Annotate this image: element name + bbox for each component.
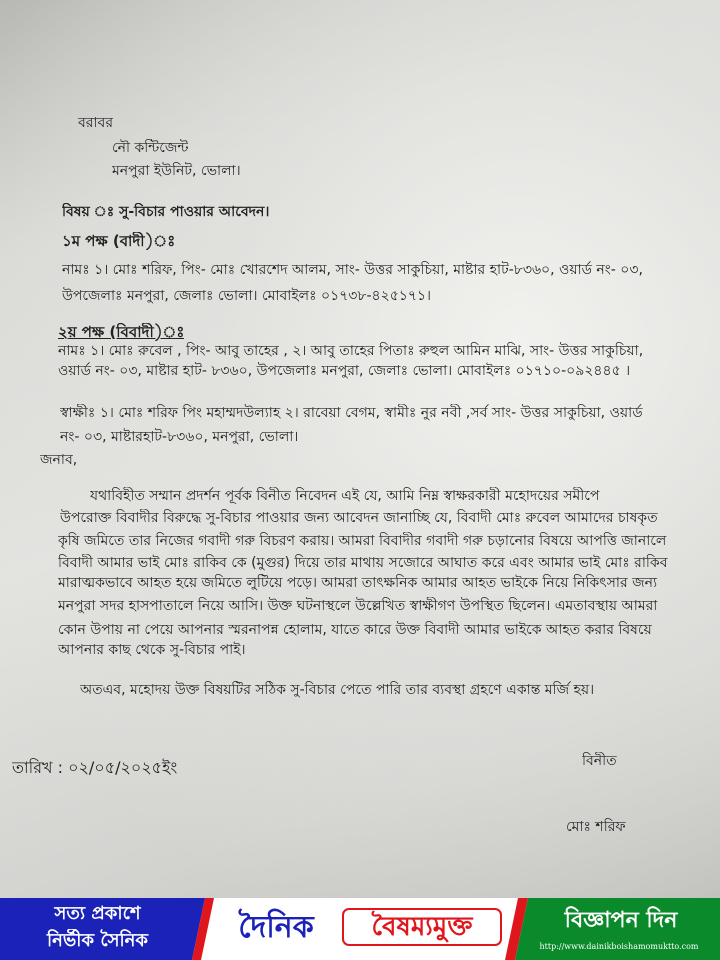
party-1-heading: ১ম পক্ষ (বাদী)ঃ: [62, 232, 176, 250]
date-line: তারিখ : ০২/০৫/২০২৫ইং: [12, 758, 178, 777]
body-line: যথাবিহীত সম্মান প্রদর্শন পূর্বক বিনীত নিবেদন এই যে, আমি নিম্ন স্বাক্ষরকারী মহোদয়ের সমীপে: [90, 488, 600, 504]
party-2-line: ওয়ার্ড নং- ০৩, মাষ্টার হাট- ৮৩৬০, উপজেলাঃ মনপুরা, জেলাঃ ভোলা। মোবাইলঃ ০১৭১০-০৯২৪৪৫ ।: [58, 363, 631, 379]
body-line: কোন উপায় না পেয়ে আপনার স্মরনাপন্ন হোলাম, যাতে কারে উক্ত বিবাদী আমার ভাইকে আহত করার বিষয়ে: [58, 622, 652, 638]
newspaper-name-part-2: বৈষম্যমুক্ত: [342, 908, 502, 946]
newspaper-name-part-1: দৈনিক: [238, 910, 314, 945]
body-line: আপনার কাছ থেকে সু-বিচার পাই।: [58, 642, 246, 658]
party-1-line: নামঃ ১। মোঃ শরিফ, পিং- মোঃ খোরশেদ আলম, সাং- উত্তর সাকুচিয়া, মাষ্টার হাট-৮৩৬০, ওয়ার্ড নং- ০৩,: [62, 262, 643, 278]
slogan-line-2: নির্ভীক সৈনিক: [47, 930, 148, 951]
slogan-line-1: সত্য প্রকাশে: [54, 903, 141, 924]
body-line: কৃষি জমিতে তার নিজের গবাদী গরু বিচরণ করায়। আমরা বিবাদীর গবাদী গরু চড়ানোর বিষয়ে আপত্তি জানালে: [58, 533, 667, 549]
body-line: উপরোক্ত বিবাদীর বিরুদ্ধে সু-বিচার পাওয়ার জন্য আবেদন জানাচ্ছি যে, বিবাদী মোঃ রুবেল আমাদের চাষকৃত: [60, 510, 658, 526]
ad-url: http://www.dainikboishamomuktto.com: [539, 942, 699, 951]
party-2-line: নামঃ ১। মোঃ রুবেল , পিং- আবু তাহের , ২। আবু তাহের পিতাঃ রুহুল আমিন মাঝি, সাং- উত্তর সাকুচিয়া,: [58, 343, 644, 359]
ad-call-to-action: বিজ্ঞাপন দিন: [564, 908, 678, 933]
party-1-line: উপজেলাঃ মনপুরা, জেলাঃ ভোলা। মোবাইলঃ ০১৭৩৮-৪২৫১৭১।: [62, 288, 432, 304]
greeting: জনাব,: [40, 452, 78, 468]
addressee-to-label: বরাবর: [78, 115, 114, 131]
witness-line: স্বাক্ষীঃ ১। মোঃ শরিফ পিং মহাম্মদউল্যাহ ২। রাবেয়া বেগম, স্বামীঃ নুর নবী ,সর্ব সাং- উত্তর সাকুচিয়া, ওয়ার্ড: [60, 405, 643, 421]
closing-line: অতএব, মহোদয় উক্ত বিষয়টির সঠিক সু-বিচার পেতে পারি তার ব্যবস্থা গ্রহণে একান্ত মর্জি হয়।: [80, 682, 595, 698]
addressee-line-1: নৌ কন্টিজেন্ট: [112, 140, 189, 156]
newspaper-banner: [0, 898, 720, 960]
witness-line: নং- ০৩, মাষ্টারহাট-৮৩৬০, মনপুরা, ভোলা।: [60, 429, 299, 445]
signature: মোঃ শরিফ: [566, 819, 626, 835]
body-line: মনপুরা সদর হাসপাতালে নিয়ে আসি। উক্ত ঘটনাস্থলে উল্লেখিত স্বাক্ষীগণ উপস্থিত ছিলেন। এমতাবস্থায় আমরা: [58, 598, 658, 614]
addressee-line-2: মনপুরা ইউনিট, ভোলা।: [112, 163, 241, 179]
body-line: মারাত্মকভাবে আহত হয়ে জমিতে লুটিয়ে পড়ে। আমরা তাৎক্ষনিক আমার আহত ভাইকে নিয়ে নিকিৎসার জন্য: [58, 575, 658, 591]
sign-off: বিনীত: [582, 753, 617, 769]
subject-line: বিষয় ঃ সু-বিচার পাওয়ার আবেদন।: [62, 204, 270, 220]
body-line: বিবাদী আমার ভাই মোঃ রাকিব কে (মুগুর) দিয়ে তার মাথায় সজোরে আঘাত করে এবং আমার ভাই মোঃ রাকিব: [58, 555, 668, 571]
party-2-heading: ২য় পক্ষ (বিবাদী)ঃ: [58, 323, 185, 341]
